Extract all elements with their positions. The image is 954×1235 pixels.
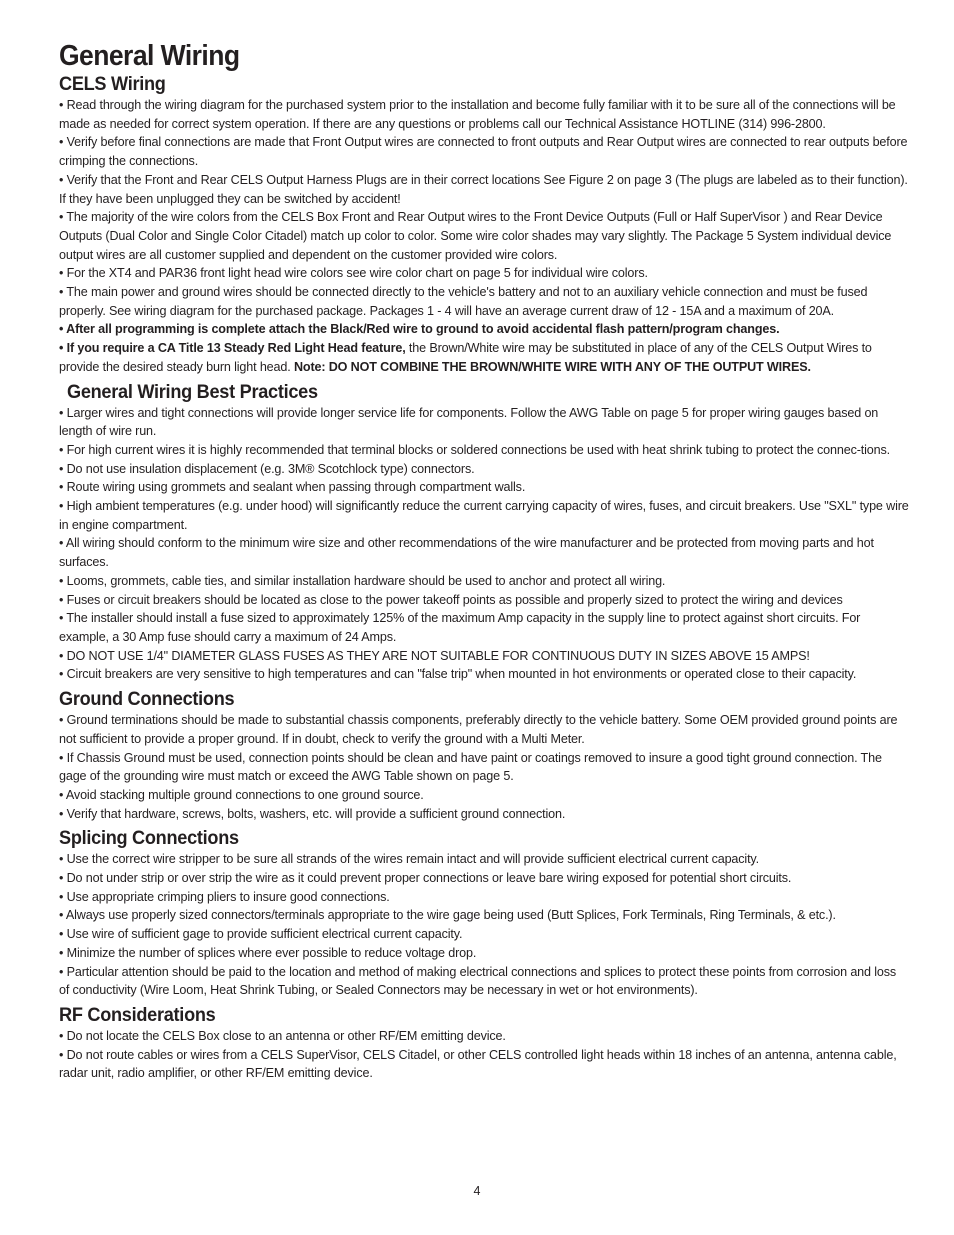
section-heading-ground-connections: Ground Connections: [59, 688, 235, 711]
paragraph: • Do not under strip or over strip the wire as it could prevent proper connections or leave bare wiring exposed for potential short circuits.: [59, 871, 792, 886]
cels-wiring-section: [59, 96, 909, 377]
paragraph: • Fuses or circuit breakers should be located as close to the power takeoff points as possible and properly sized to protect the wiring and devices: [59, 592, 843, 607]
page-number: 4: [473, 1184, 481, 1198]
paragraph: • Do not use insulation displacement (e.g. 3M® Scotchlock type) connectors.: [59, 461, 475, 476]
section-heading-rf-considerations: RF Considerations: [59, 1003, 216, 1026]
paragraph: • The main power and ground wires should be connected directly to the vehicle's battery and not to an auxiliary vehicle connection and must be fused properly. See wiring diagram for the purchased package. Packages 1 - 4 will have an average current draw of 12 - 15A and a maximum of 20A.: [59, 285, 868, 318]
paragraph: • Looms, grommets, cable ties, and similar installation hardware should be used to anchor and protect all wiring.: [59, 573, 666, 588]
paragraph: • Read through the wiring diagram for the purchased system prior to the installation and become fully familiar with it to be sure all of the connections will be made as needed for correct system operation. If there are any questions or problems call our Technical Assistance HOTLINE (314) 996-2800.: [59, 98, 896, 131]
paragraph: • Larger wires and tight connections will provide longer service life for components. Follow the AWG Table on page 5 for proper wiring gauges based on length of wire run.: [59, 405, 879, 439]
paragraph: • Circuit breakers are very sensitive to high temperatures and can "false trip" when mounted in hot environments or operated close to their capacity.: [59, 667, 857, 682]
paragraph: • DO NOT USE 1/4" DIAMETER GLASS FUSES AS THEY ARE NOT SUITABLE FOR CONTINUOUS DUTY IN SIZES ABOVE 15 AMPS!: [59, 648, 810, 663]
paragraph: • If Chassis Ground must be used, connection points should be clean and have paint or coatings removed to insure a good tight ground connection. The gage of the grounding wire must match or exceed the AWG Table shown on page 5.: [59, 750, 882, 784]
section-heading-splicing-connections: Splicing Connections: [59, 827, 239, 850]
paragraph: • All wiring should conform to the minimum wire size and other recommendations of the wire manufacturer and be protected from moving parts and hot surfaces.: [59, 536, 874, 570]
ca-title-13-paragraph: [59, 339, 909, 376]
paragraph: • Use appropriate crimping pliers to insure good connections.: [59, 889, 390, 904]
ground-connections-section: [59, 711, 909, 823]
ca-title-13-lead: • If you require a CA Title 13 Steady Red Light Head feature,: [59, 341, 406, 356]
paragraph: • Particular attention should be paid to the location and method of making electrical connections and splices to protect these points from corrosion and loss of conductivity (Wire Loom, Heat Shrink Tubing, or Sealed Connectors may be necessary in wet or hot environments).: [59, 964, 897, 998]
paragraph: • Do not locate the CELS Box close to an antenna or other RF/EM emitting device.: [59, 1028, 506, 1043]
paragraph: • Always use properly sized connectors/terminals appropriate to the wire gage being used (Butt Splices, Fork Terminals, Ring Terminals, & etc.).: [59, 908, 836, 923]
paragraph: • The majority of the wire colors from the CELS Box Front and Rear Output wires to the Front Device Outputs (Full or Half SuperVisor ) and Rear Device Outputs (Dual Color and Single Color Citadel) match up color to color. Some wire color shades may vary slightly. The Package 5 System individual device output wires are all customer supplied and dependent on the customer provided wire colors.: [59, 210, 892, 262]
best-practices-section: [59, 404, 909, 685]
bold-warning-paragraph: • After all programming is complete attach the Black/Red wire to ground to avoid accidental flash pattern/program changes.: [59, 322, 780, 337]
paragraph: • Ground terminations should be made to substantial chassis components, preferably directly to the vehicle battery. Some OEM provided ground points are not sufficient to provide a proper ground. If in doubt, check to verify the ground with a Multi Meter.: [59, 713, 898, 746]
page-title: General Wiring: [59, 40, 240, 72]
document-page: [59, 38, 909, 1083]
paragraph: • For high current wires it is highly recommended that terminal blocks or soldered connections be used with heat shrink tubing to protect the connec-tions.: [59, 442, 890, 457]
ca-title-13-note: Note: DO NOT COMBINE THE BROWN/WHITE WIRE WITH ANY OF THE OUTPUT WIRES.: [293, 359, 811, 374]
section-heading-cels-wiring: CELS Wiring: [59, 73, 166, 95]
paragraph: • Use the correct wire stripper to be sure all strands of the wires remain intact and will provide sufficient electrical current capacity.: [59, 852, 759, 867]
ca-title-13-body: the Brown/White wire may be substituted in place of any of the CELS Output Wires to provide the desired steady burn light head.: [59, 341, 872, 374]
paragraph: • Minimize the number of splices where ever possible to reduce voltage drop.: [59, 945, 477, 960]
paragraph: • Verify that hardware, screws, bolts, washers, etc. will provide a sufficient ground connection.: [59, 806, 566, 821]
paragraph: • Route wiring using grommets and sealant when passing through compartment walls.: [59, 480, 526, 495]
paragraph: • The installer should install a fuse sized to approximately 125% of the maximum Amp capacity in the supply line to protect against short circuits. For example, a 30 Amp fuse should carry a maximum of 24 Amps.: [59, 611, 861, 644]
section-heading-best-practices: General Wiring Best Practices: [67, 380, 318, 403]
paragraph: • Do not route cables or wires from a CELS SuperVisor, CELS Citadel, or other CELS controlled light heads within 18 inches of an antenna, antenna cable, radar unit, radio amplifier, or other RF/EM emitting device.: [59, 1047, 897, 1081]
paragraph: • Use wire of sufficient gage to provide sufficient electrical current capacity.: [59, 927, 463, 942]
paragraph: • For the XT4 and PAR36 front light head wire colors see wire color chart on page 5 for individual wire colors.: [59, 266, 648, 281]
paragraph: • Avoid stacking multiple ground connections to one ground source.: [59, 787, 424, 802]
paragraph: • Verify that the Front and Rear CELS Output Harness Plugs are in their correct locations See Figure 2 on page 3 (The plugs are labeled as to their function). If they have been unplugged they can be switched by accident!: [59, 172, 908, 206]
splicing-connections-section: [59, 850, 909, 1000]
paragraph: • Verify before final connections are made that Front Output wires are connected to front outputs and Rear Output wires are connected to rear outputs before crimping the connections.: [59, 135, 908, 169]
rf-considerations-section: [59, 1027, 909, 1083]
paragraph: • High ambient temperatures (e.g. under hood) will significantly reduce the current carrying capacity of wires, fuses, and circuit breakers. Use "SXL" type wire in engine compartment.: [59, 499, 909, 532]
